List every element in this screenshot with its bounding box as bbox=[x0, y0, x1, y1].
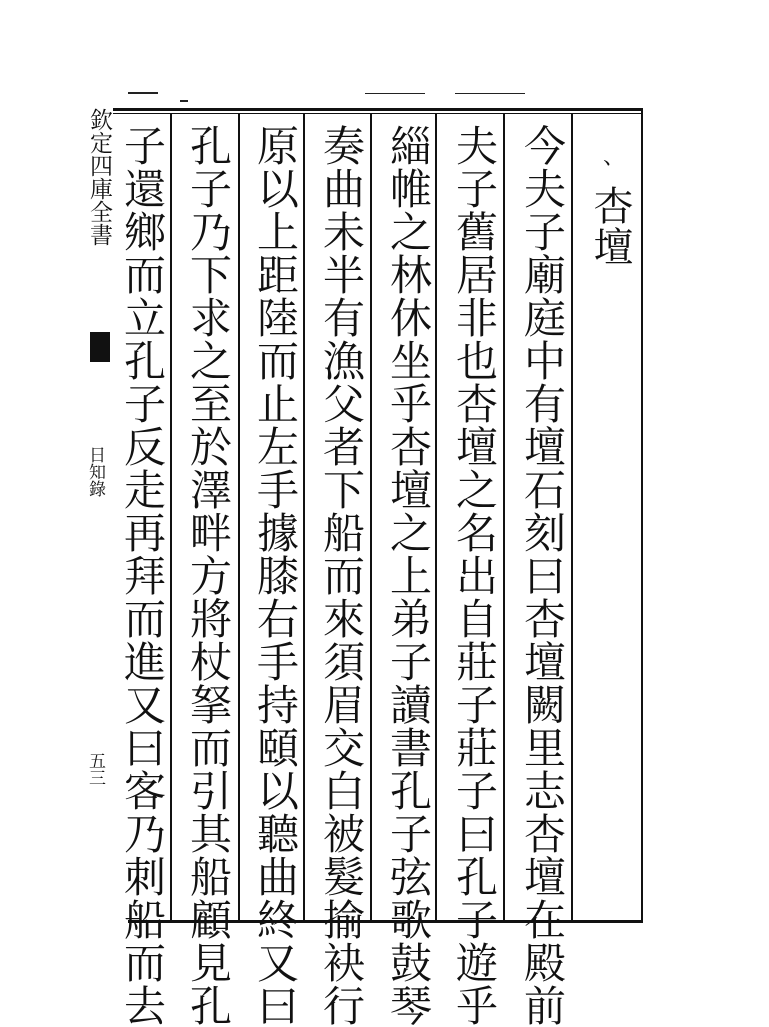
text-column-2: 夫子舊居非也杏壇之名出自莊子莊子曰孔子遊乎 bbox=[450, 124, 499, 1027]
section-heading: 杏壇 bbox=[587, 185, 633, 267]
text-column-7: 子還鄉而立孔子反走再拜而進又曰客乃刺船而去 bbox=[118, 124, 167, 1027]
frame-top-rule bbox=[113, 108, 643, 111]
scan-speck bbox=[365, 93, 425, 94]
frame-right-rule bbox=[641, 108, 643, 923]
scan-speck bbox=[455, 93, 525, 94]
section-marker: 、 bbox=[603, 145, 626, 170]
text-column-3: 緇帷之林休坐乎杏壇之上弟子讀書孔子弦歌鼓琴 bbox=[384, 124, 433, 1027]
text-column-5: 原以上距陸而止左手據膝右手持頤以聽曲終又曰 bbox=[251, 124, 300, 1027]
column-rule bbox=[238, 113, 240, 920]
collection-title: 欽定四庫全書 bbox=[86, 108, 112, 246]
frame-top-inner-rule bbox=[113, 113, 643, 114]
column-rule bbox=[303, 113, 305, 920]
text-column-6: 孔子乃下求之至於澤畔方將杖拏而引其船顧見孔 bbox=[184, 124, 233, 1027]
scan-speck bbox=[128, 92, 158, 94]
column-rule bbox=[370, 113, 372, 920]
page-number: 五三 bbox=[85, 752, 105, 786]
text-column-4: 奏曲未半有漁父者下船而來須眉交白被髮揄袂行 bbox=[317, 124, 366, 1027]
text-column-1: 今夫子廟庭中有壇石刻曰杏壇闕里志杏壇在殿前 bbox=[518, 124, 567, 1027]
book-title: 日知錄 bbox=[85, 446, 105, 497]
column-rule bbox=[571, 113, 573, 920]
column-rule bbox=[170, 113, 172, 920]
column-rule bbox=[503, 113, 505, 920]
fishtail-block bbox=[90, 332, 110, 362]
scan-speck bbox=[180, 100, 188, 102]
